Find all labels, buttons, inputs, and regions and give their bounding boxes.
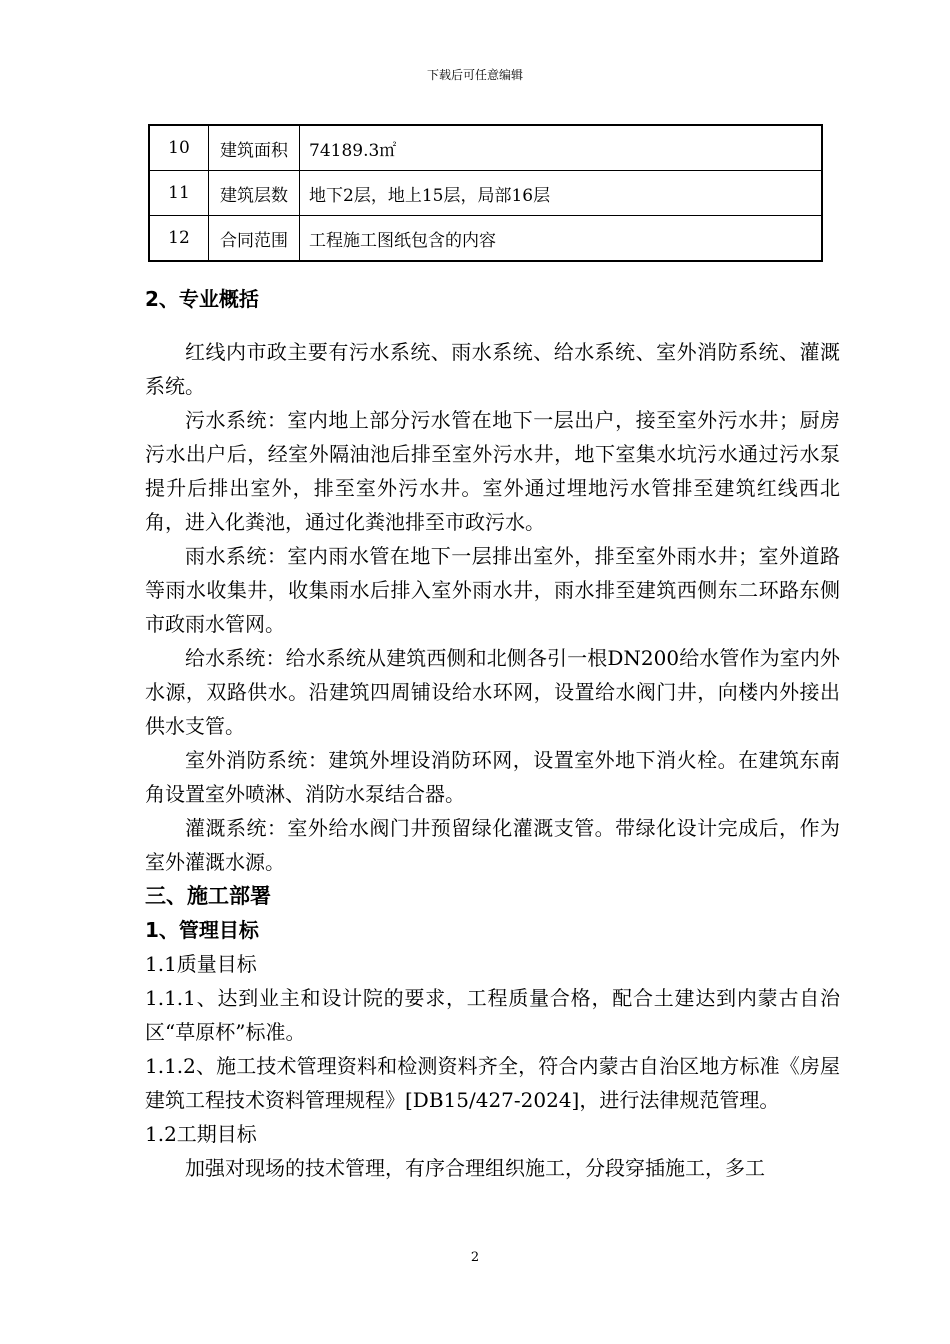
- table-row: [149, 216, 822, 262]
- project-info-table: [148, 124, 823, 262]
- page-number: 2: [470, 1250, 480, 1265]
- row-number: 10: [149, 125, 209, 171]
- sewage-paragraph: 污水系统：室内地上部分污水管在地下一层出户，接至室外污水井；厨房污水出户后，经室外隔油池后排至室外污水井，地下室集水坑污水通过污水泵提升后排出室外，排至室外污水井。室外通过埋地污水管排至建筑红线西北角，进入化粪池，通过化粪池排至市政污水。: [145, 408, 840, 534]
- section-3-heading: 三、施工部署: [145, 884, 271, 908]
- quality-item-2: 1.1.2、施工技术管理资料和检测资料齐全，符合内蒙古自治区地方标准《房屋建筑工程技术资料管理规程》[DB15/427-2024]，进行法律规范管理。: [145, 1054, 840, 1112]
- row-item: 合同范围: [209, 216, 300, 262]
- management-goals-heading: 1、管理目标: [145, 918, 259, 942]
- header-note: 下载后可任意编辑: [426, 68, 523, 82]
- schedule-paragraph: 加强对现场的技术管理，有序合理组织施工，分段穿插施工，多工: [185, 1156, 765, 1180]
- fire-protection-paragraph: 室外消防系统：建筑外埋设消防环网，设置室外地下消火栓。在建筑东南角设置室外喷淋、消防水泵结合器。: [145, 748, 840, 806]
- row-item: 建筑面积: [209, 125, 300, 171]
- row-value: 工程施工图纸包含的内容: [300, 216, 823, 262]
- section-2-heading: 2、专业概括: [145, 287, 259, 311]
- rainwater-paragraph: 雨水系统：室内雨水管在地下一层排出室外，排至室外雨水井；室外道路等雨水收集井，收集雨水后排入室外雨水井，雨水排至建筑西侧东二环路东侧市政雨水管网。: [145, 544, 840, 636]
- quality-goals-heading: 1.1质量目标: [145, 952, 257, 976]
- document-body: [145, 282, 840, 1185]
- quality-item-1: 1.1.1、达到业主和设计院的要求，工程质量合格，配合土建达到内蒙古自治区“草原杯”标准。: [145, 986, 840, 1044]
- row-item: 建筑层数: [209, 171, 300, 216]
- schedule-goals-heading: 1.2工期目标: [145, 1122, 257, 1146]
- irrigation-paragraph: 灌溉系统：室外给水阀门井预留绿化灌溉支管。带绿化设计完成后，作为室外灌溉水源。: [145, 816, 840, 874]
- row-value: 地下2层，地上15层，局部16层: [300, 171, 823, 216]
- water-supply-paragraph: 给水系统：给水系统从建筑西侧和北侧各引一根DN200给水管作为室内外水源，双路供水。沿建筑四周铺设给水环网，设置给水阀门井，向楼内外接出供水支管。: [145, 646, 840, 738]
- table-row: [149, 171, 822, 216]
- row-number: 11: [149, 171, 209, 216]
- row-number: 12: [149, 216, 209, 262]
- intro-paragraph: 红线内市政主要有污水系统、雨水系统、给水系统、室外消防系统、灌溉系统。: [145, 340, 840, 398]
- table-row: [149, 125, 822, 171]
- row-value: 74189.3㎡: [300, 125, 823, 171]
